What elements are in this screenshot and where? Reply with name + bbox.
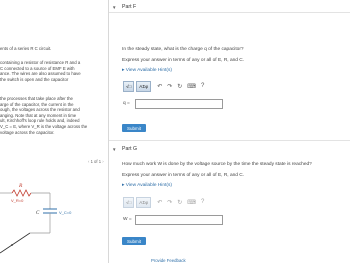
capacitor-voltage-label: V_C=0	[59, 210, 72, 215]
intro-text: anging. Note that at any moment in time	[0, 112, 77, 118]
symbols-button[interactable]	[136, 197, 151, 208]
help-icon[interactable]: ?	[200, 83, 205, 89]
symbols-icon: ΑΣφ	[139, 199, 149, 205]
keyboard-icon[interactable]: ⌨	[187, 199, 196, 206]
keyboard-icon[interactable]: ⌨	[187, 83, 196, 90]
part-g-answer-label: W =	[123, 217, 132, 222]
capacitor-label: C	[36, 211, 40, 216]
templates-icon: √□	[126, 83, 132, 89]
symbols-button[interactable]	[136, 81, 151, 92]
part-f-instruction: Express your answer in terms of any or all of E, R, and C.	[122, 58, 245, 63]
intro-text: voltage across the capacitor.	[0, 129, 55, 135]
redo-icon[interactable]: ↷	[167, 83, 173, 90]
help-icon[interactable]: ?	[200, 199, 205, 205]
open-switch	[0, 245, 12, 253]
resistor-symbol	[12, 190, 31, 196]
intro-text: containing a resistor of resistance R and a	[0, 60, 81, 65]
intro-text: ents of a series R C circuit.	[0, 46, 52, 51]
templates-button[interactable]	[123, 197, 134, 208]
rc-circuit-diagram	[0, 165, 108, 263]
part-g-question: How much work W is done by the voltage source by the time the steady state is reached?	[122, 162, 312, 167]
next-figure-icon[interactable]: ›	[101, 159, 104, 164]
collapse-part-f-icon[interactable]: ▼	[112, 5, 117, 10]
intro-paragraph-1	[0, 46, 106, 52]
intro-text: C connected to a source of EMF E with	[0, 65, 75, 71]
prev-figure-icon[interactable]: ‹	[88, 159, 91, 164]
undo-icon[interactable]: ↶	[157, 199, 163, 206]
provide-feedback-link[interactable]: Provide Feedback	[151, 258, 186, 263]
part-g-view-hints-link[interactable]: ▸ View Available Hint(s)	[122, 183, 172, 188]
intro-text: the processes that take place after the	[0, 96, 73, 101]
divider	[109, 12, 350, 13]
reset-icon[interactable]: ↻	[177, 83, 183, 90]
part-g-submit-button[interactable]	[122, 237, 146, 245]
submit-label: Submit	[126, 125, 141, 131]
part-f-submit-button[interactable]	[122, 124, 146, 132]
intro-text: ough, the voltages across the resistor and	[0, 107, 80, 113]
templates-button[interactable]	[123, 81, 134, 92]
undo-icon[interactable]: ↶	[157, 83, 163, 90]
part-g-math-toolbar	[123, 197, 209, 207]
intro-text: ult, Kirchhoff's loop rule holds and, indeed	[0, 118, 80, 124]
part-f-title: Part F	[122, 4, 137, 10]
intro-text: the switch is open and the capacitor	[0, 76, 69, 82]
part-f-answer-input[interactable]	[135, 99, 223, 109]
divider	[109, 140, 350, 141]
open-switch	[12, 233, 30, 245]
intro-paragraph-2	[0, 60, 106, 82]
reset-icon[interactable]: ↻	[177, 199, 183, 206]
questions-panel	[109, 0, 350, 263]
intro-text: arge of the capacitor, the current in the	[0, 101, 74, 107]
problem-intro-panel	[0, 0, 109, 263]
intro-text: V_C = E, where V_R is the voltage across the	[0, 123, 88, 129]
submit-label: Submit	[126, 238, 141, 244]
templates-icon: √□	[126, 199, 132, 205]
redo-icon[interactable]: ↷	[167, 199, 173, 206]
intro-paragraph-3	[0, 96, 106, 135]
resistor-voltage-label: V_R=0	[11, 198, 24, 203]
pager-text: 1 of 1	[90, 159, 102, 164]
intro-text: ance. The wires are also assumed to have	[0, 71, 81, 77]
part-g-title: Part G	[122, 146, 137, 152]
part-g-answer-input[interactable]	[135, 215, 223, 225]
part-f-answer-label: q =	[123, 101, 130, 106]
resistor-label: R	[19, 183, 23, 189]
collapse-part-g-icon[interactable]: ▼	[112, 147, 117, 152]
part-g-instruction: Express your answer in terms of any or all of E, R, and C.	[122, 173, 245, 178]
part-f-math-toolbar	[123, 81, 209, 91]
symbols-icon: ΑΣφ	[139, 83, 149, 89]
part-f-question: In the steady state, what is the charge q of the capacitor?	[122, 47, 244, 52]
part-f-view-hints-link[interactable]: ▸ View Available Hint(s)	[122, 68, 172, 73]
figure-pager[interactable]	[88, 159, 104, 164]
